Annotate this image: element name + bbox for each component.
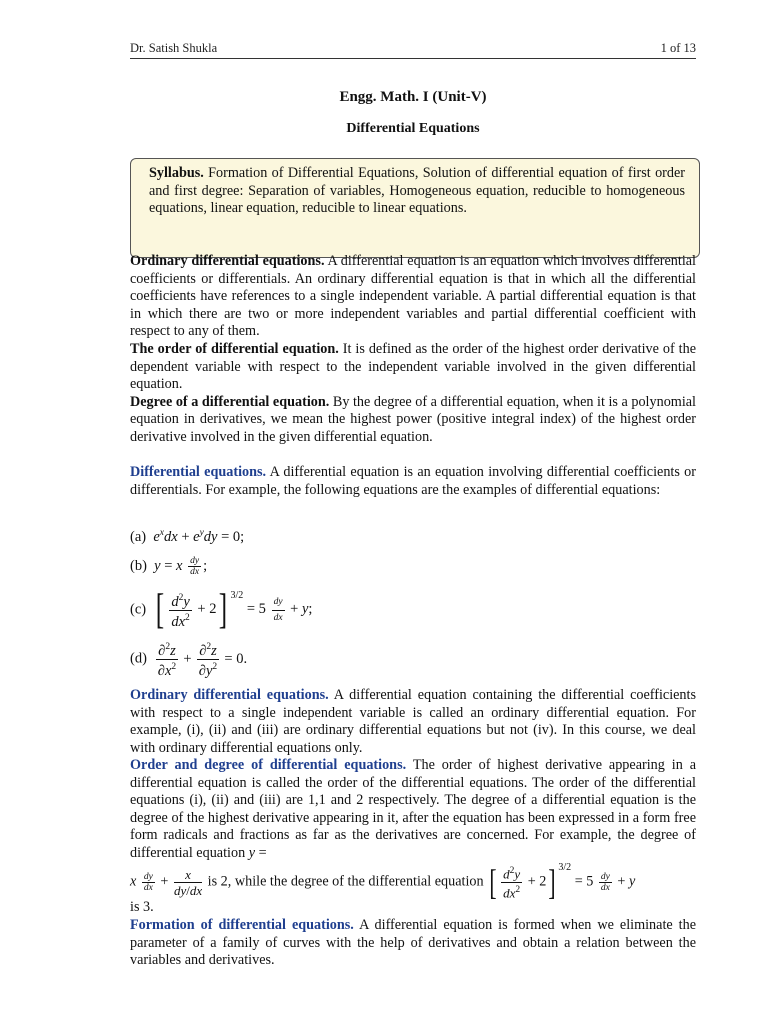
author-name: Dr. Satish Shukla xyxy=(130,41,218,55)
equation-body: y = x $\frac{dy}{dx}$ ; xyxy=(154,556,208,577)
order-end xyxy=(130,899,696,917)
equation-c xyxy=(130,587,313,633)
de-section xyxy=(130,464,696,499)
equation-body: $\frac{\partial^2z}{\partial x^2}$ + $\frac{\partial^2z}{\partial y^2}$ = 0. xyxy=(157,642,248,679)
equation-label: (c) xyxy=(130,601,147,618)
page-header xyxy=(130,41,696,56)
section-heading: Formation of differential equations. xyxy=(130,917,354,933)
ode-section xyxy=(130,687,696,757)
definition-text: A differential equation is an equation which involves differential coefficients or differentials. An ordinary differential equation is that in which all the differential coefficients have references to a single independent variable. A partial differential equation is that in which there are two or more independent variables and partial differential coefficient with respect to any of them. xyxy=(130,253,697,340)
syllabus-box xyxy=(130,158,700,258)
document-subtitle: Differential Equations xyxy=(346,121,480,136)
formation-section xyxy=(130,917,696,970)
order-mid-text: is 2, while the degree of the differential equation xyxy=(207,873,484,890)
equation-body: $e^xdx + e^ydy = 0$; xyxy=(153,528,245,545)
definitions-block xyxy=(130,253,696,447)
equation-body: [ $\frac{d^2y}{dx^2}$ + 2] $^{3/2}$ = 5 $\frac{dy}{dx}$ + y; xyxy=(156,587,313,633)
document-title: Engg. Math. I (Unit-V) xyxy=(339,89,487,105)
header-rule xyxy=(130,58,696,59)
equation-label: (d) xyxy=(130,650,147,667)
definition-text: It is defined as the order of the highest order derivative of the dependent variable with respect to the independent variable involved in the given differential equation. xyxy=(130,340,697,393)
equation-a xyxy=(130,528,244,546)
section-text: A differential equation containing the differential coefficients with respect to a single independent variable is called an ordinary differential equation. For example, (i), (ii) and (iii) are ordinary differential equations but not (iv). In this course, we deal with ordinary differential equations only. xyxy=(130,687,696,756)
order-section: Order and degree of differential equations. The order of highest derivative appearing in a differential equation is called the order of the differential equations. The order of the differential equations (i), (ii) and (iii) are 1,1 and 2 respectively. The degree of a differential equation is the degree of the highest derivative appearing in it, after the equation has been expressed in a form free form radicals and fractions as far as the derivatives are concerned. For example, the degree of differential equation y = xyxy=(130,757,697,861)
equation-label: (b) xyxy=(130,557,147,574)
definition-paragraph xyxy=(130,253,696,341)
page-number: 1 of 13 xyxy=(660,41,696,55)
section-heading: Differential equations. xyxy=(130,464,267,480)
definition-term: The order of differential equation. xyxy=(130,340,339,357)
syllabus-label: Syllabus. xyxy=(149,165,204,181)
section-text: A differential equation is formed when we eliminate the parameter of a family of curves with the help of derivatives and obtain a relation between the variables and derivatives. xyxy=(130,917,697,969)
equation-label: (a) xyxy=(130,528,147,545)
definition-term: Ordinary differential equations. xyxy=(130,253,325,269)
section-heading: Order and degree of differential equations. xyxy=(130,757,407,773)
equation-b xyxy=(130,556,207,577)
definition-paragraph xyxy=(130,341,696,394)
equation-d xyxy=(130,640,247,679)
syllabus-text: Formation of Differential Equations, Solution of differential equation of first order and first degree: Separation of variables, Homogeneous equation, reducible to homogeneous equations, linear equation, reducible to linear equations. xyxy=(149,165,686,217)
definition-term: Degree of a differential equation. xyxy=(130,393,330,410)
definition-text: By the degree of a differential equation, when it is a polynomial equation in derivatives, we mean the highest power (positive integral index) of the highest order derivative involved in the given differential equation. xyxy=(130,393,697,445)
section-text: A differential equation is an equation involving differential coefficients or differentials. For example, the following equations are the examples of differential equations: xyxy=(130,464,696,498)
section-text: The order of highest derivative appearing in a differential equation is called the order of the differential equations. The order of the differential equations (i), (ii) and (iii) are 1,1 and 2 respectively. The degree of a differential equation is the degree of the highest derivative appearing in it, after the equation has been expressed in a form free form radicals and fractions as far as the derivatives are concerned. For example, the degree of differential equation xyxy=(130,757,697,861)
section-heading: Ordinary differential equations. xyxy=(130,687,329,703)
definition-paragraph xyxy=(130,394,696,447)
order-end-text: is 3. xyxy=(130,899,154,915)
order-example-line: x $\frac{dy}{dx}$ + $\frac{x}{dy/dx}$ is 2, while the degree of the differential equation [ $\frac{d^2y}{dx^2}$ + 2] $^{3/2}$ = 5 $\frac{dy}{dx}$ + y xyxy=(130,861,636,902)
